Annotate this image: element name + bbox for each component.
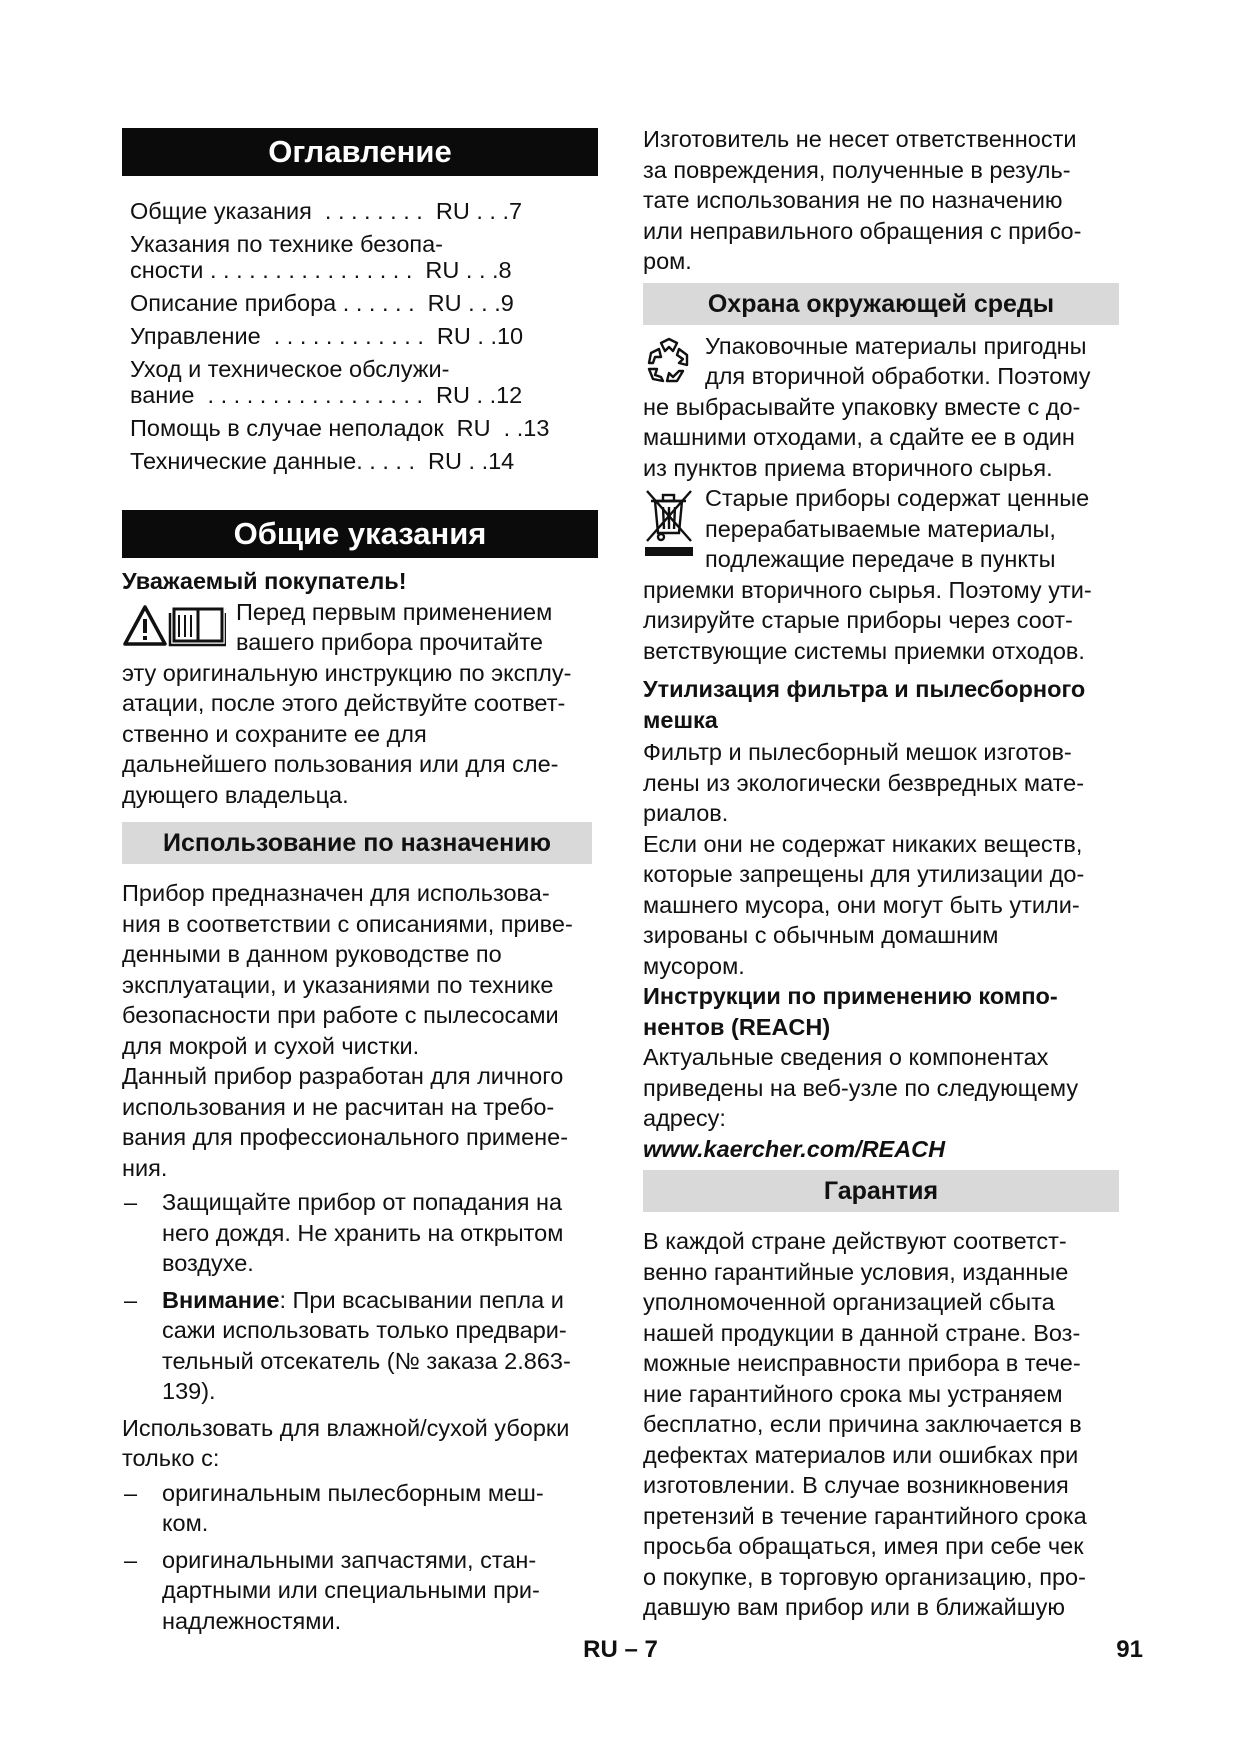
- list-item: – оригинальным пылесборным меш- ком.: [122, 1478, 598, 1539]
- intended-use-title: Использование по назначению: [122, 822, 592, 864]
- warranty-title: Гарантия: [643, 1170, 1119, 1212]
- filter-disposal-p1: Фильтр и пылесборный мешок изготов- лены из экологически безвредных мате- риалов.: [643, 739, 1085, 826]
- toc-entry-page: . . . . . . . . . . . . . . . . RU . . .8: [203, 257, 512, 283]
- general-title: Общие указания: [122, 510, 598, 558]
- weee-text: Старые приборы содержат ценные перерабатываемые материалы, подлежащие передаче в пункты приемки вторичного сырья. Поэтому ути- лизируйте старые приборы через соот- ветствующие системы приемки отходов.: [643, 485, 1092, 664]
- page-number: 91: [1116, 1636, 1143, 1663]
- table-of-contents: [122, 198, 598, 474]
- list-item: [122, 1285, 598, 1407]
- left-column: [122, 128, 598, 1642]
- intended-use-p3: Использовать для влажной/сухой уборки только с:: [122, 1414, 570, 1471]
- weee-block: [643, 483, 1119, 666]
- reach-text: Актуальные сведения о компонентах приведены на веб-узле по следующему адресу:: [643, 1044, 1079, 1131]
- toc-entry-text: Помощь в случае неполадок: [130, 415, 444, 441]
- right-column: [643, 124, 1119, 1623]
- toc-entry-text: Указания по технике безопа- сности: [130, 231, 444, 283]
- list-item: – оригинальными запчастями, стан- дартными или специальными при- надлежностями.: [122, 1545, 598, 1637]
- toc-entry-maintenance[interactable]: [130, 356, 598, 408]
- toc-entry-page: . . . . . . . . . . . . . . . . . RU . .12: [194, 382, 523, 408]
- attention-label: Внимание: [162, 1286, 280, 1313]
- recycling-block: [643, 331, 1119, 484]
- toc-entry-safety[interactable]: [130, 231, 598, 283]
- warning-read-manual-icon: [122, 601, 226, 647]
- intended-use-p2: Данный прибор разработан для личного использования и не расчитан на требо- вания для профессионального примене- ния.: [122, 1063, 569, 1181]
- filter-disposal-heading: Утилизация фильтра и пылесборного мешка: [643, 676, 1086, 733]
- toc-entry-text: Управление: [130, 323, 261, 349]
- toc-entry-page: . . . . . . . . RU . . .7: [311, 198, 523, 224]
- liability-text: Изготовитель не несет ответственности за повреждения, полученные в резуль- тате использования не по назначению или неправильного обращения с прибо- ром.: [643, 126, 1082, 274]
- warranty-text: В каждой стране действуют соответст- венно гарантийные условия, изданные уполномоченной организацией сбыта нашей продукции в данной стране. Воз- можные неисправности прибора в тече- ние гарантийного срока мы устраняем бесплатно, если причина заключается в дефектах материалов или ошибках при изготовлении. В случае возникновения претензий в течение гарантийного срока просьба обращаться, имея при себе чек о покупке, в торговую организацию, про- давшую вам прибор или в ближайшую: [643, 1228, 1087, 1620]
- toc-entry-text: Технические данные: [130, 448, 357, 474]
- reach-link[interactable]: www.kaercher.com/REACH: [643, 1135, 946, 1162]
- toc-entry-text: Уход и техническое обслужи- вание: [130, 356, 450, 408]
- list-item: – Защищайте прибор от попадания на него дождя. Не хранить на открытом воздухе.: [122, 1187, 598, 1279]
- crossed-bin-icon: [643, 487, 695, 557]
- recycling-text: Упаковочные материалы пригодны для вторичной обработки. Поэтому не выбрасывайте упаковку вместе с до- машними отходами, а сдайте ее в один из пунктов приема вторичного сырья.: [643, 332, 1091, 481]
- filter-disposal-p2: Если они не содержат никаких веществ, которые запрещены для утилизации до- машнего мусора, они могут быть утили- зированы с обычным домашним мусором.: [643, 830, 1085, 979]
- reach-heading: Инструкции по применению компо- нентов (REACH): [643, 983, 1058, 1040]
- toc-entry-page: . . . . . . . . . . . . RU . .10: [260, 323, 524, 349]
- toc-entry-text: Описание прибора: [130, 290, 337, 316]
- dear-customer-heading: Уважаемый покупатель!: [122, 568, 407, 594]
- intended-use-list-2: [122, 1478, 598, 1637]
- toc-title: Оглавление: [122, 128, 598, 176]
- general-intro-text: Перед первым применением вашего прибора прочитайте эту оригинальную инструкцию по эксплу- атации, после этого действуйте соответ- ственно и сохраните ее для дальнейшего пользования или для сле- дующего владельца.: [122, 598, 572, 808]
- intended-use-list-1: [122, 1187, 598, 1407]
- toc-entry-troubleshooting[interactable]: [130, 415, 598, 441]
- toc-entry-page: RU . .13: [443, 415, 550, 441]
- toc-entry-description[interactable]: [130, 290, 598, 316]
- intended-use-p1: Прибор предназначен для использова- ния в соответствии с описаниями, приве- денными в данном руководстве по эксплуатации, и указаниями по технике безопасности при работе с пылесосами для мокрой и сухой чистки.: [122, 880, 573, 1059]
- toc-entry-page: . . . . . . RU . . .9: [336, 290, 514, 316]
- read-manual-block: [122, 597, 598, 811]
- toc-entry-specs[interactable]: [130, 448, 598, 474]
- toc-entry-page: . . . . . RU . .14: [356, 448, 515, 474]
- toc-entry-operation[interactable]: [130, 323, 598, 349]
- environment-title: Охрана окружающей среды: [643, 283, 1119, 325]
- footer-section-label: RU – 7: [583, 1636, 658, 1663]
- recycling-icon: [643, 335, 695, 387]
- toc-entry-text: Общие указания: [130, 198, 312, 224]
- attention-text: : При всасывании пепла и сажи использовать только предвари- тельный отсекатель (№ заказа 2.863- 139).: [162, 1286, 571, 1404]
- toc-entry-general[interactable]: [130, 198, 598, 224]
